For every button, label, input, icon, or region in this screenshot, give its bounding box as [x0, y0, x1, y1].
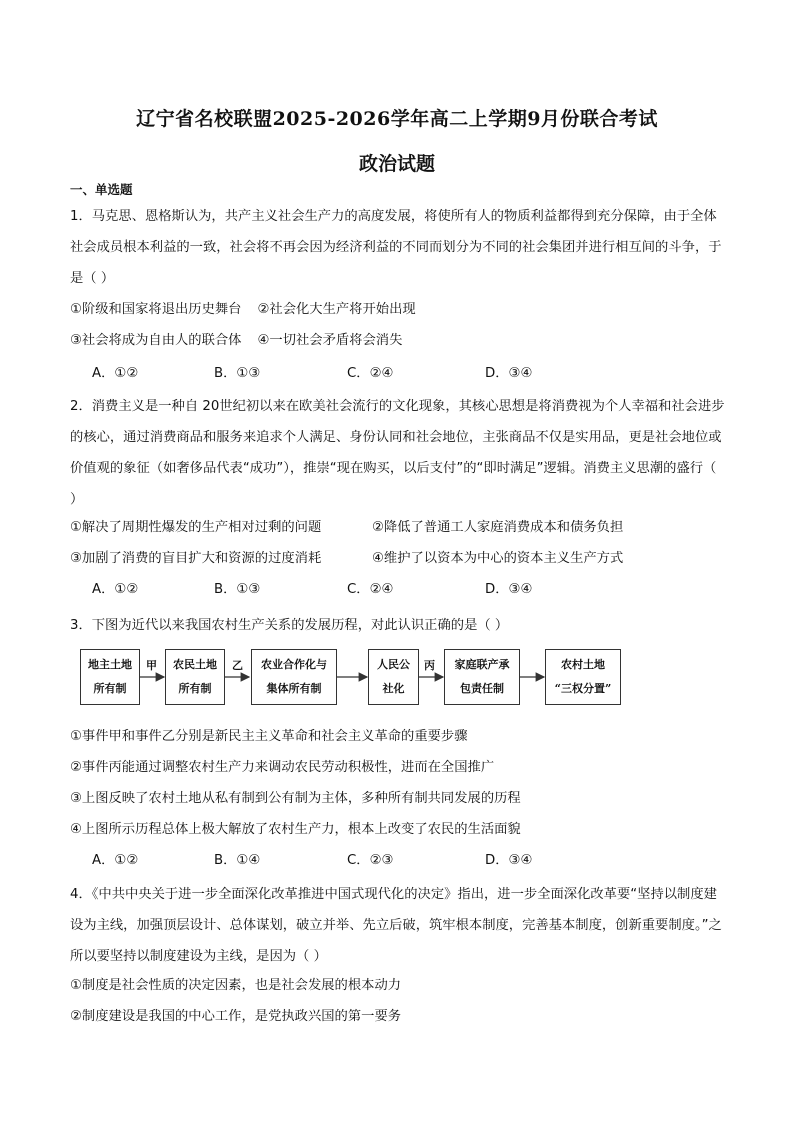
q1-statement-2: ②社会化大生产将开始出现 — [257, 302, 416, 317]
exam-title: 辽宁省名校联盟2025-2026学年高二上学期9月份联合考试 — [136, 108, 658, 130]
q2-statement-1: ①解决了周期性爆发的生产相对过剩的问题 — [70, 520, 322, 535]
q1-choice-d[interactable]: D．③④ — [485, 366, 533, 381]
q2-choice-c[interactable]: C．②④ — [347, 582, 394, 597]
section-heading: 一、单选题 — [70, 182, 133, 197]
flow-box-1-line1: 地主土地 — [88, 658, 132, 671]
flow-box-2-line2: 所有制 — [178, 682, 212, 695]
q2-choice-b[interactable]: B．①③ — [214, 582, 261, 597]
q2-statement-4: ④维护了以资本为中心的资本主义生产方式 — [372, 551, 624, 566]
q1-choice-b[interactable]: B．①③ — [214, 366, 261, 381]
q3-statement-4: ④上图所示历程总体上极大解放了农村生产力，根本上改变了农民的生活面貌 — [70, 822, 521, 837]
q1-statement-4: ④一切社会矛盾将会消失 — [257, 333, 403, 348]
flow-box-4-line1: 人民公 — [377, 658, 410, 671]
q3-statement-1: ①事件甲和事件乙分别是新民主主义革命和社会主义革命的重要步骤 — [70, 729, 468, 744]
flow-box-2-line1: 农民土地 — [173, 658, 217, 671]
q2-choice-d[interactable]: D．③④ — [485, 582, 533, 597]
flow-box-4-line2: 社化 — [382, 682, 405, 695]
q1-choice-c[interactable]: C．②④ — [347, 366, 394, 381]
flow-box-peoples-commune — [368, 649, 419, 705]
question-1-stem: 1．马克思、恩格斯认为，共产主义社会生产力的高度发展，将使所有人的物质利益都得到充分保障，由于全体社会成员根本利益的一致，社会将不再会因为经济利益的不同而划分为不同的社会集团并进行相互间的斗争，于是（ ） — [70, 209, 722, 286]
question-3-stem: 3．下图为近代以来我国农村生产关系的发展历程，对此认识正确的是（ ） — [70, 618, 509, 633]
q3-choice-a[interactable]: A．①② — [92, 853, 139, 868]
q1-statement-1: ①阶级和国家将退出历史舞台 — [70, 302, 242, 317]
flow-box-peasant-ownership — [165, 649, 225, 705]
q3-choice-d[interactable]: D．③④ — [485, 853, 533, 868]
q3-choice-c[interactable]: C．②③ — [347, 853, 394, 868]
q1-choice-a[interactable]: A．①② — [92, 366, 139, 381]
subject-title: 政治试题 — [358, 153, 435, 175]
q1-statement-3: ③社会将成为自由人的联合体 — [70, 333, 242, 348]
flow-box-6-line1: 农村土地 — [561, 658, 605, 671]
flow-box-cooperative-collective — [251, 649, 337, 705]
q4-statement-2: ②制度建设是我国的中心工作，是党执政兴国的第一要务 — [70, 1009, 402, 1024]
flow-label-yi: 乙 — [232, 659, 243, 672]
land-ownership-flowchart — [78, 649, 638, 711]
flow-box-1-line2: 所有制 — [93, 682, 127, 695]
flow-box-three-rights — [545, 649, 621, 705]
q2-statement-3: ③加剧了消费的盲目扩大和资源的过度消耗 — [70, 551, 322, 566]
q4-statement-1: ①制度是社会性质的决定因素，也是社会发展的根本动力 — [70, 978, 402, 993]
question-4-stem: 4．《中共中央关于进一步全面深化改革推进中国式现代化的决定》指出，进一步全面深化改革要“坚持以制度建设为主线，加强顶层设计、总体谋划，破立并举、先立后破，筑牢根本制度，完善基本制度，创新重要制度。”之所以要坚持以制度建设为主线，是因为（ ） — [70, 887, 722, 964]
flow-box-landlord-ownership — [80, 649, 140, 705]
q3-statement-3: ③上图反映了农村土地从私有制到公有制为主体，多种所有制共同发展的历程 — [70, 791, 521, 806]
flow-label-jia: 甲 — [146, 659, 157, 672]
q3-statement-2: ②事件丙能通过调整农村生产力来调动农民劳动积极性，进而在全国推广 — [70, 760, 495, 775]
flow-box-6-line2: “三权分置” — [554, 682, 612, 695]
flow-box-5-line2: 包责任制 — [460, 682, 504, 695]
q2-statement-2: ②降低了普通工人家庭消费成本和债务负担 — [372, 520, 624, 535]
question-2-stem: 2．消费主义是一种自 20世纪初以来在欧美社会流行的文化现象，其核心思想是将消费视为个人幸福和社会进步的核心，通过消费商品和服务来追求个人满足、身份认同和社会地位，主张商品不仅是实用品，更是社会地位或价值观的象征（如奢侈品代表“成功”），推崇“现在购买，以后支付”的“即时满足”逻辑。消费主义思潮的盛行（ ） — [70, 399, 725, 507]
flow-box-3-line1: 农业合作化与 — [261, 658, 327, 671]
question-2-statements-row1 — [70, 518, 624, 538]
question-1-statements-row1 — [70, 300, 416, 320]
flow-box-5-line1: 家庭联产承 — [454, 658, 510, 671]
flow-box-3-line2: 集体所有制 — [266, 682, 322, 695]
flow-label-bing: 丙 — [424, 659, 435, 672]
flow-box-household-responsibility — [444, 649, 520, 705]
q2-choice-a[interactable]: A．①② — [92, 582, 139, 597]
question-2-statements-row2 — [70, 549, 624, 569]
q3-choice-b[interactable]: B．①④ — [214, 853, 261, 868]
question-1-statements-row2 — [70, 331, 402, 351]
